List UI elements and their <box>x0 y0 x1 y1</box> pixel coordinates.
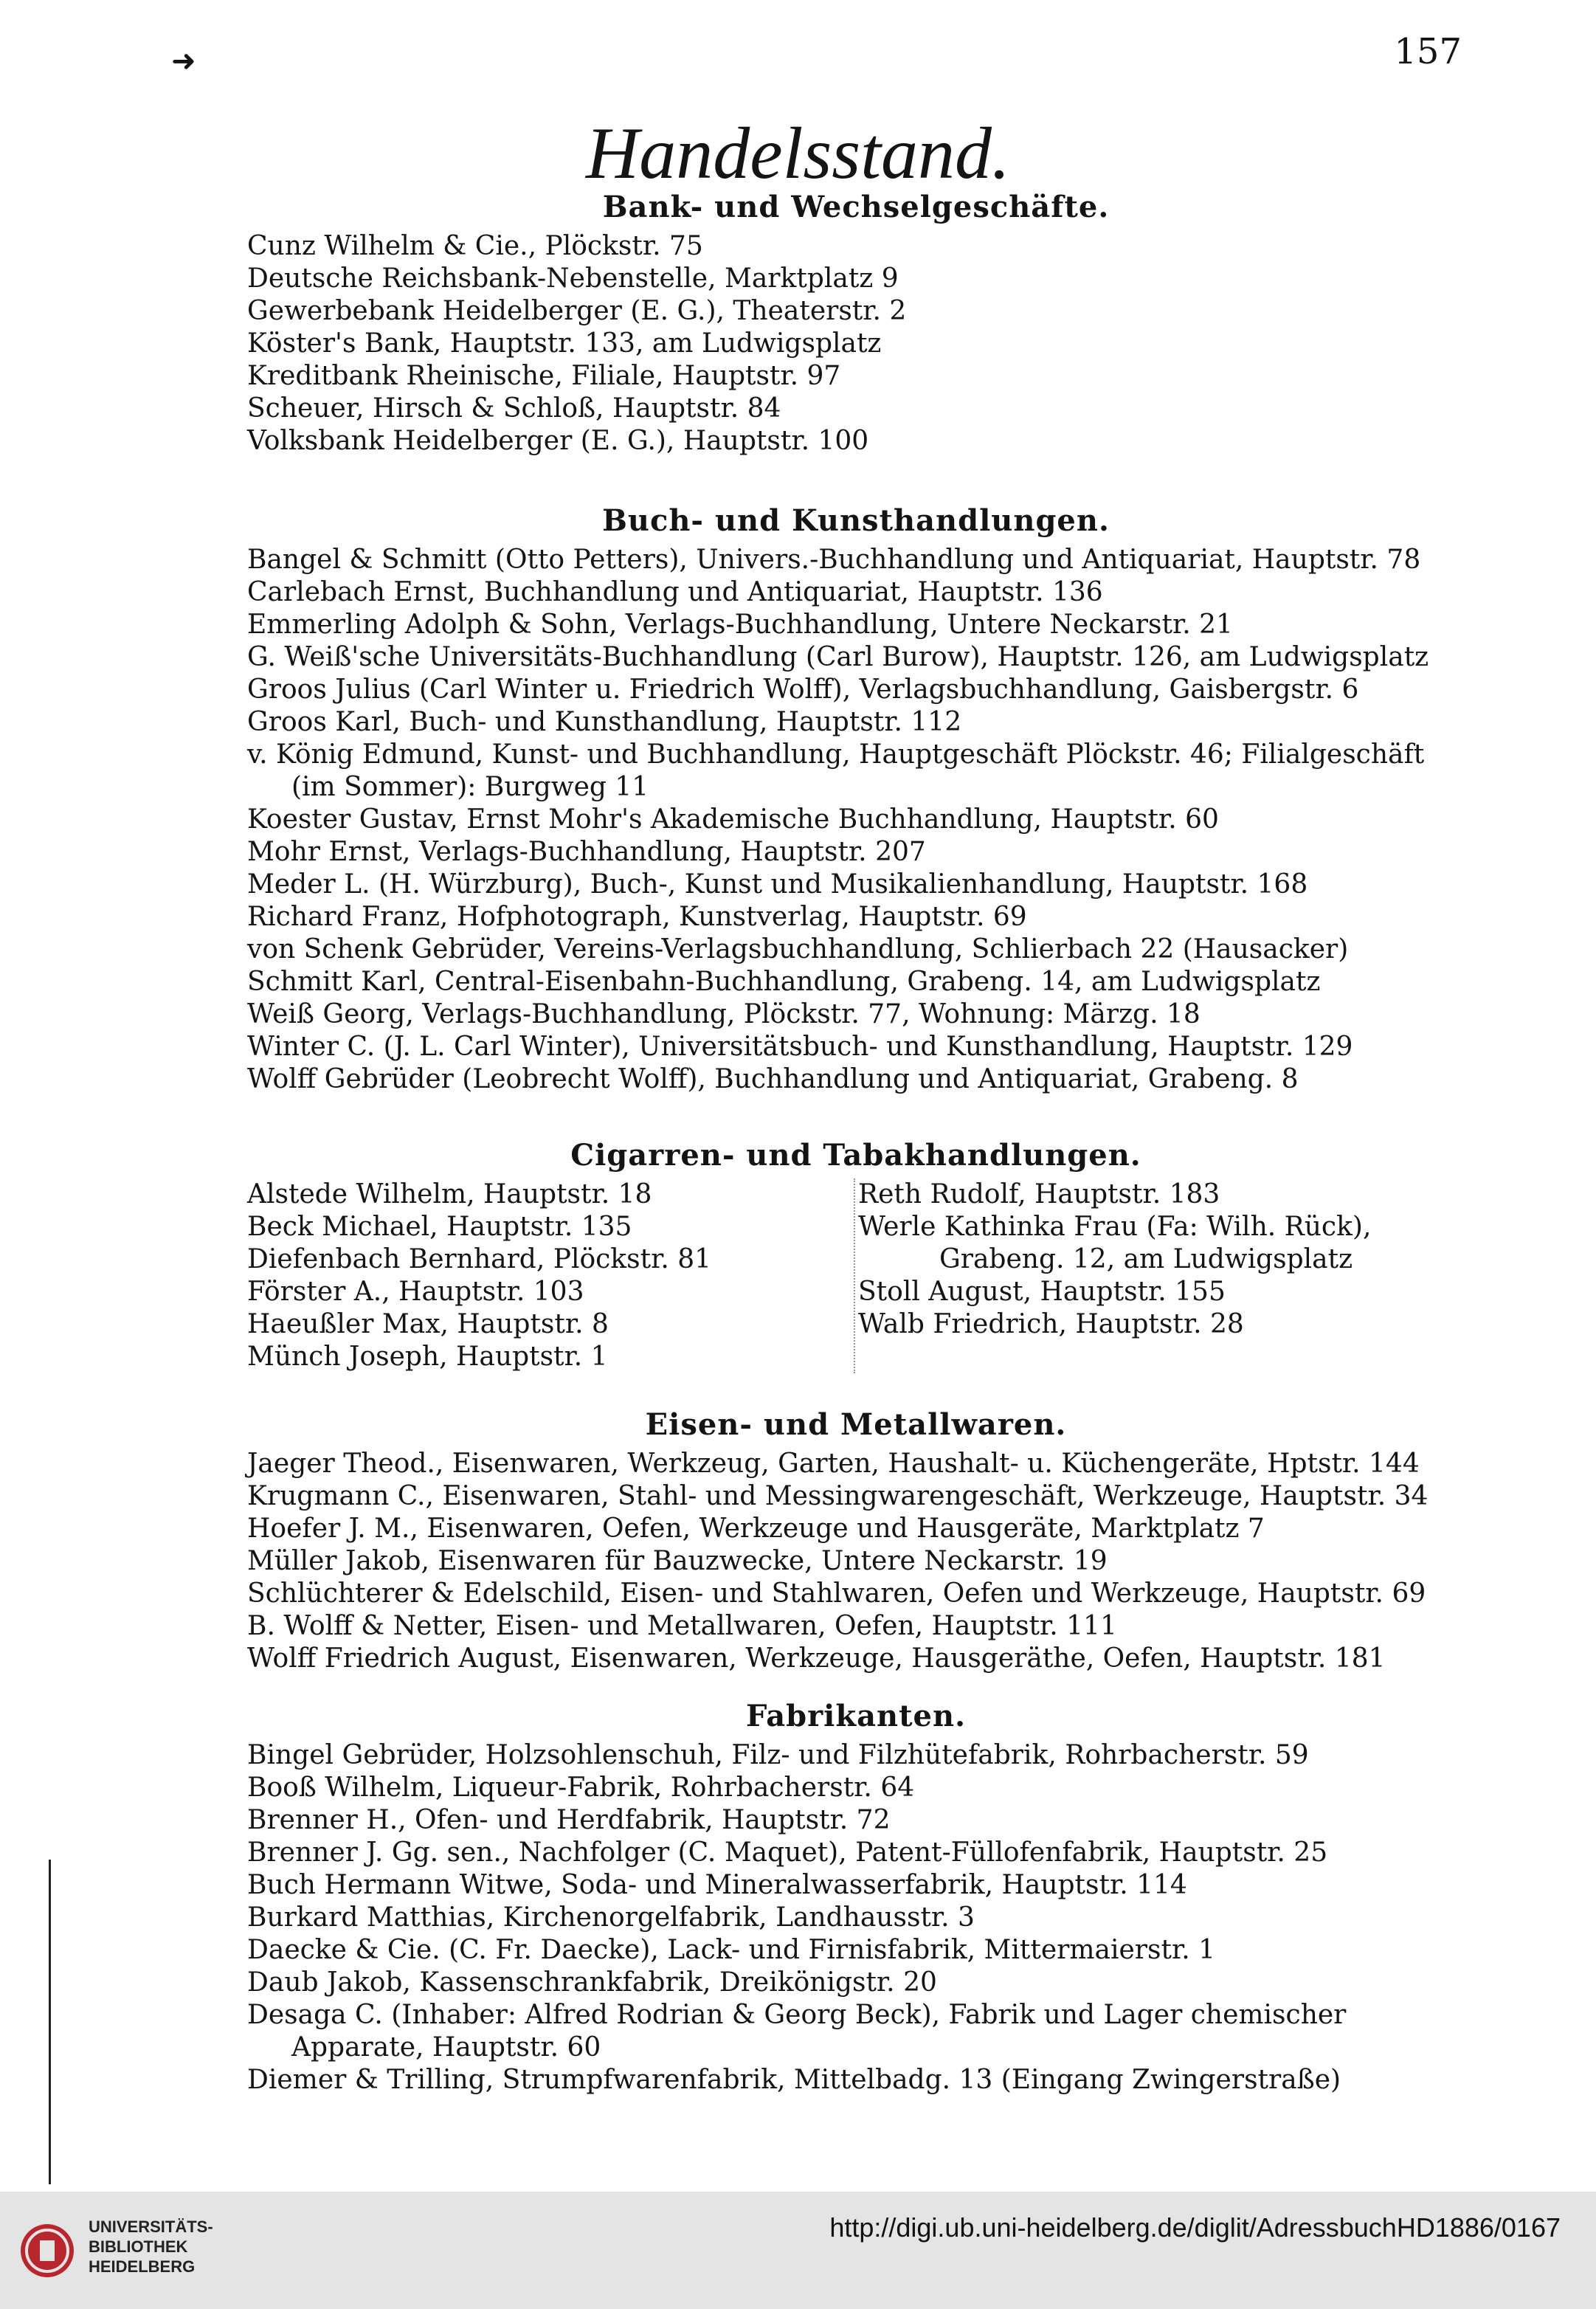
list-item: Weiß Georg, Verlags-Buchhandlung, Plöckstr. 77, Wohnung: Märzg. 18 <box>247 999 1201 1029</box>
list-item: Daub Jakob, Kassenschrankfabrik, Dreikönigstr. 20 <box>247 1967 937 1998</box>
list-item: Mohr Ernst, Verlags-Buchhandlung, Hauptstr. 207 <box>247 837 926 867</box>
scan-edge-rule <box>49 1860 51 2184</box>
list-item: Stoll August, Hauptstr. 155 <box>858 1277 1226 1307</box>
list-item: Volksbank Heidelberger (E. G.), Hauptstr. 100 <box>247 426 869 456</box>
list-item: Bangel & Schmitt (Otto Petters), Univers.-Buchhandlung und Antiquariat, Hauptstr. 78 <box>247 545 1421 575</box>
list-item: Koester Gustav, Ernst Mohr's Akademische Buchhandlung, Hauptstr. 60 <box>247 804 1219 835</box>
list-item: v. König Edmund, Kunst- und Buchhandlung, Hauptgeschäft Plöckstr. 46; Filialgeschäft <box>247 739 1425 770</box>
list-item-continuation: Apparate, Hauptstr. 60 <box>291 2032 601 2063</box>
list-item: Desaga C. (Inhaber: Alfred Rodrian & Georg Beck), Fabrik und Lager chemischer <box>247 2000 1347 2030</box>
column-right <box>854 1178 1465 1373</box>
list-item: Wolff Gebrüder (Leobrecht Wolff), Buchhandlung und Antiquariat, Grabeng. 8 <box>247 1064 1299 1094</box>
list-item: Kreditbank Rheinische, Filiale, Hauptstr. 97 <box>247 361 841 391</box>
section-hardware <box>247 1402 1465 1675</box>
list-item: Schmitt Karl, Central-Eisenbahn-Buchhandlung, Grabeng. 14, am Ludwigsplatz <box>247 967 1321 997</box>
list-item: Walb Friedrich, Hauptstr. 28 <box>858 1309 1244 1339</box>
list-item: Werle Kathinka Frau (Fa: Wilh. Rück), <box>858 1212 1372 1242</box>
section-book-shops <box>247 498 1465 1096</box>
section-heading: Buch- und Kunsthandlungen. <box>602 503 1110 538</box>
footer-bar <box>0 2192 1596 2309</box>
column-left <box>247 1178 854 1373</box>
list-item: Reth Rudolf, Hauptstr. 183 <box>858 1179 1220 1209</box>
list-item: Richard Franz, Hofphotograph, Kunstverlag, Hauptstr. 69 <box>247 902 1027 932</box>
list-item: Müller Jakob, Eisenwaren für Bauzwecke, Untere Neckarstr. 19 <box>247 1546 1108 1576</box>
section-manufacturers <box>247 1694 1465 2096</box>
list-item: Brenner H., Ofen- und Herdfabrik, Hauptstr. 72 <box>247 1805 891 1835</box>
list-item: Scheuer, Hirsch & Schloß, Hauptstr. 84 <box>247 393 781 424</box>
list-item: Gewerbebank Heidelberger (E. G.), Theaterstr. 2 <box>247 296 907 326</box>
list-item: Hoefer J. M., Eisenwaren, Oefen, Werkzeuge und Hausgeräte, Marktplatz 7 <box>247 1514 1265 1544</box>
section-heading: Bank- und Wechselgeschäfte. <box>602 190 1110 224</box>
page-title: Handelsstand. <box>586 112 1010 194</box>
list-item: Haeußler Max, Hauptstr. 8 <box>247 1309 609 1339</box>
list-item: Groos Karl, Buch- und Kunsthandlung, Hauptstr. 112 <box>247 707 962 737</box>
list-item: Meder L. (H. Würzburg), Buch-, Kunst und Musikalienhandlung, Hauptstr. 168 <box>247 869 1308 900</box>
list-item: Winter C. (J. L. Carl Winter), Universitätsbuch- und Kunsthandlung, Hauptstr. 129 <box>247 1032 1353 1062</box>
list-item: Förster A., Hauptstr. 103 <box>247 1277 584 1307</box>
list-item: Cunz Wilhelm & Cie., Plöckstr. 75 <box>247 231 703 261</box>
list-item: Emmerling Adolph & Sohn, Verlags-Buchhandlung, Untere Neckarstr. 21 <box>247 610 1233 640</box>
list-item: Diefenbach Bernhard, Plöckstr. 81 <box>247 1244 712 1274</box>
list-item: Booß Wilhelm, Liqueur-Fabrik, Rohrbacherstr. 64 <box>247 1773 915 1803</box>
section-banks <box>247 184 1465 458</box>
source-url-link[interactable]: http://digi.ub.uni-heidelberg.de/diglit/AdressbuchHD1886/0167 <box>829 2212 1561 2243</box>
list-item: von Schenk Gebrüder, Vereins-Verlagsbuchhandlung, Schlierbach 22 (Hausacker) <box>247 934 1349 964</box>
list-item: Brenner J. Gg. sen., Nachfolger (C. Maquet), Patent-Füllofenfabrik, Hauptstr. 25 <box>247 1837 1328 1868</box>
list-item-continuation: Grabeng. 12, am Ludwigsplatz <box>939 1244 1353 1274</box>
list-item: Carlebach Ernst, Buchhandlung und Antiquariat, Hauptstr. 136 <box>247 577 1103 607</box>
institution-name: UNIVERSITÄTS- BIBLIOTHEK HEIDELBERG <box>89 2217 213 2276</box>
list-item: B. Wolff & Netter, Eisen- und Metallwaren, Oefen, Hauptstr. 111 <box>247 1611 1117 1641</box>
list-item: Jaeger Theod., Eisenwaren, Werkzeug, Garten, Haushalt- u. Küchengeräte, Hptstr. 144 <box>247 1449 1420 1479</box>
list-item: Krugmann C., Eisenwaren, Stahl- und Messingwarengeschäft, Werkzeuge, Hauptstr. 34 <box>247 1481 1429 1511</box>
list-item: Daecke & Cie. (C. Fr. Daecke), Lack- und Firnisfabrik, Mittermaierstr. 1 <box>247 1935 1215 1965</box>
list-item: Schlüchterer & Edelschild, Eisen- und Stahlwaren, Oefen und Werkzeuge, Hauptstr. 69 <box>247 1578 1426 1609</box>
list-item: Deutsche Reichsbank-Nebenstelle, Marktplatz 9 <box>247 263 899 294</box>
list-item: Köster's Bank, Hauptstr. 133, am Ludwigsplatz <box>247 328 882 359</box>
list-item: Burkard Matthias, Kirchenorgelfabrik, Landhausstr. 3 <box>247 1902 975 1933</box>
list-item: Diemer & Trilling, Strumpfwarenfabrik, Mittelbadg. 13 (Eingang Zwingerstraße) <box>247 2065 1341 2095</box>
list-item-continuation: (im Sommer): Burgweg 11 <box>291 772 649 802</box>
section-heading: Fabrikanten. <box>745 1699 966 1733</box>
page-arrow: ➜ <box>171 44 196 78</box>
section-heading: Eisen- und Metallwaren. <box>645 1407 1067 1442</box>
list-item: Alstede Wilhelm, Hauptstr. 18 <box>247 1179 652 1209</box>
section-tobacco-shops <box>247 1133 1465 1373</box>
two-column-list <box>247 1178 1465 1373</box>
university-seal-icon <box>18 2221 77 2280</box>
list-item: Wolff Friedrich August, Eisenwaren, Werkzeuge, Hausgeräthe, Oefen, Hauptstr. 181 <box>247 1643 1386 1674</box>
list-item: Bingel Gebrüder, Holzsohlenschuh, Filz- und Filzhütefabrik, Rohrbacherstr. 59 <box>247 1740 1309 1770</box>
page-number: 157 <box>1394 31 1462 72</box>
list-item: G. Weiß'sche Universitäts-Buchhandlung (Carl Burow), Hauptstr. 126, am Ludwigsplatz <box>247 642 1429 672</box>
list-item: Buch Hermann Witwe, Soda- und Mineralwasserfabrik, Hauptstr. 114 <box>247 1870 1187 1900</box>
list-item: Münch Joseph, Hauptstr. 1 <box>247 1342 608 1372</box>
list-item: Groos Julius (Carl Winter u. Friedrich Wolff), Verlagsbuchhandlung, Gaisbergstr. 6 <box>247 674 1359 705</box>
list-item: Beck Michael, Hauptstr. 135 <box>247 1212 632 1242</box>
section-heading: Cigarren- und Tabakhandlungen. <box>570 1138 1141 1173</box>
